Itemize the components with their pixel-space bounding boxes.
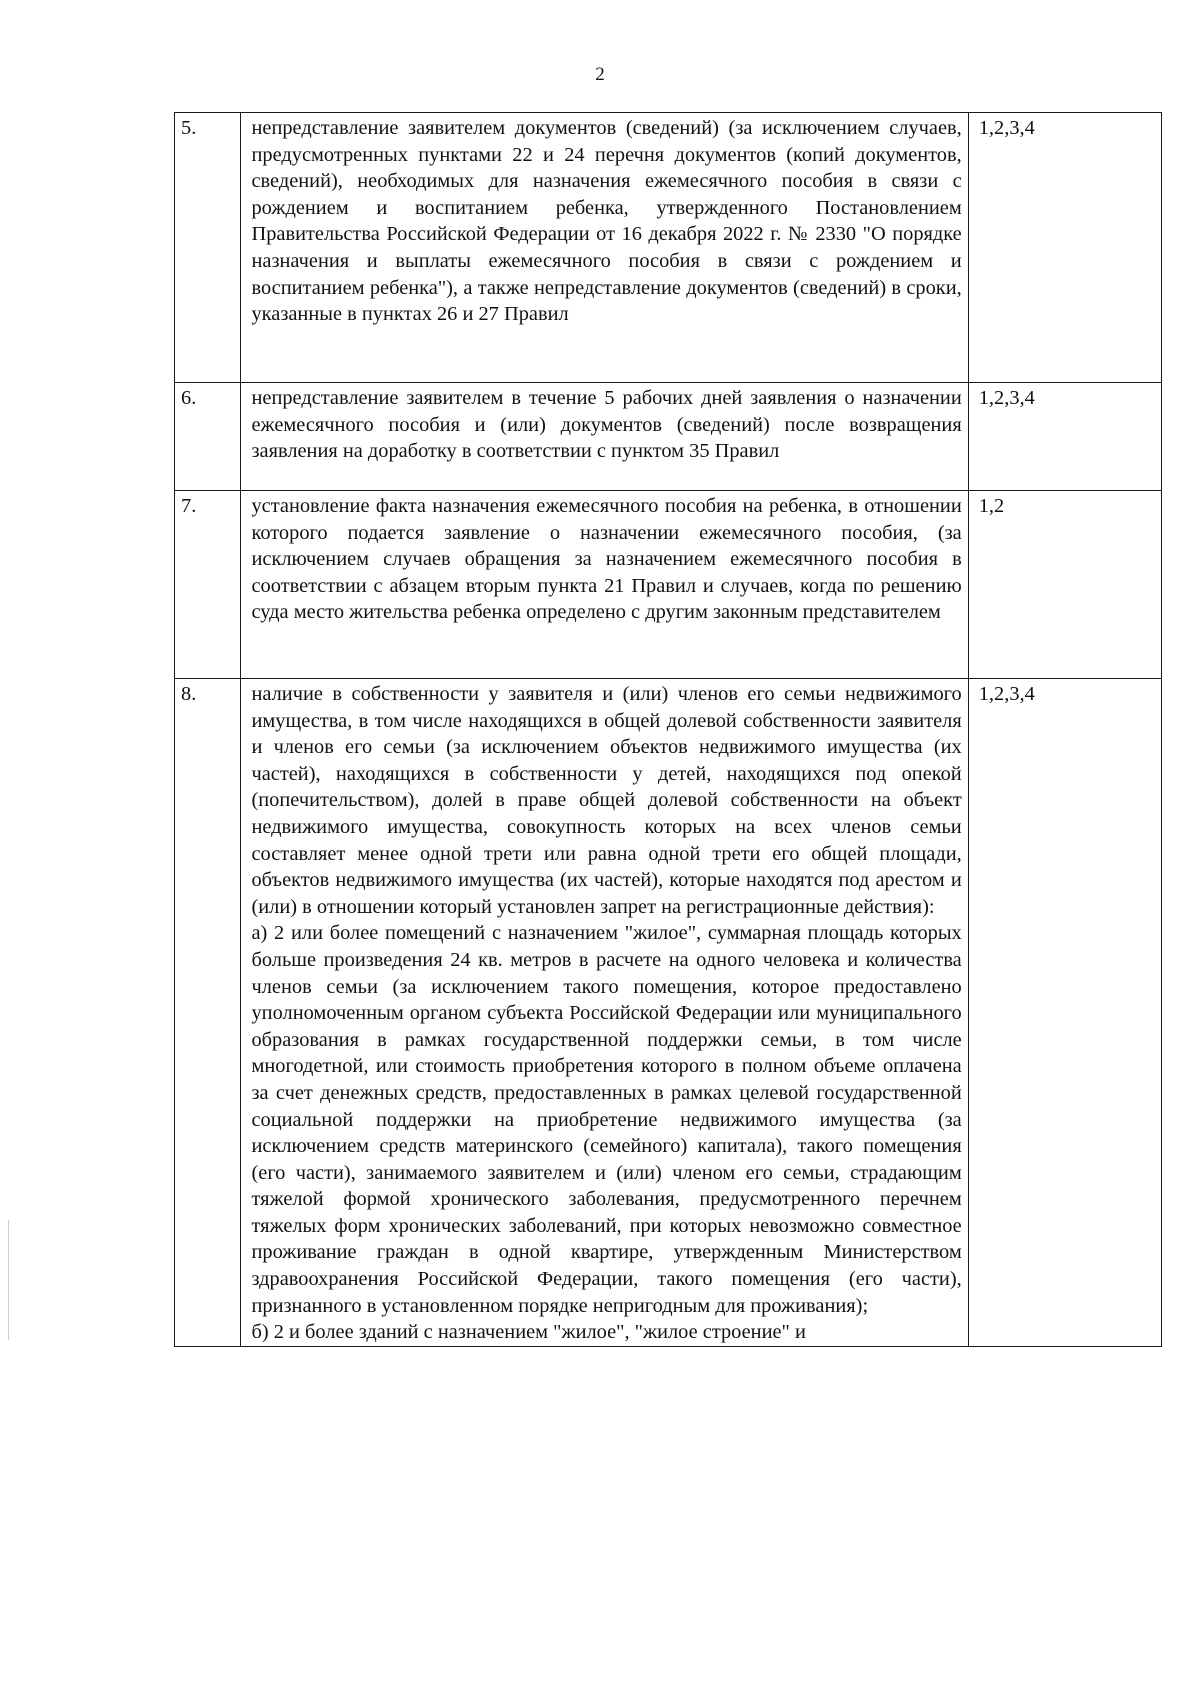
row-subitem-a: а) 2 или более помещений с назначением "жилое", суммарная площадь которых больше произведения 24 кв. метров в расчете на одного человека и количества членов семьи (за исключением такого помещения, которое предоставлено уполномоченным органом субъекта Российской Федерации или муниципального образования в рамках государственной поддержки семьи, в том числе многодетной, или стоимость приобретения которого в полном объеме оплачена за счет денежных средств, предоставленных в рамках целевой государственной социальной поддержки на приобретение недвижимого имущества (за исключением средств материнского (семейного) капитала), такого помещения (его части), занимаемого заявителем и (или) членом его семьи, страдающим тяжелой формой хронического заболевания, предусмотренного перечнем тяжелых форм хронических заболеваний, при которых невозможно совместное проживание граждан в одной квартире, утвержденным Министерством здравоохранения Российской Федерации, такого помещения (его части), признанного в установленном порядке непригодным для проживания); xyxy=(251,922,962,1317)
row-text xyxy=(241,383,968,491)
table-row xyxy=(175,491,1162,679)
row-categories: 1,2,3,4 xyxy=(968,679,1161,1347)
row-text-paragraph: установление факта назначения ежемесячного пособия на ребенка, в отношении которого подается заявление о назначении ежемесячного пособия, (за исключением случаев обращения за назначением ежемесячного пособия в соответствии с абзацем вторым пункта 21 Правил и случаев, когда по решению суда место жительства ребенка определено с другим законным представителем xyxy=(251,495,962,624)
row-text-paragraph: наличие в собственности у заявителя и (или) членов его семьи недвижимого имущества, в том числе находящихся в общей долевой собственности заявителя и членов его семьи (за исключением объектов недвижимого имущества (их частей), находящихся в собственности у детей, находящихся под опекой (попечительством), долей в праве общей долевой собственности на объект недвижимого имущества, совокупность которых на всех членов семьи составляет менее одной трети или равна одной трети его общей площади, объектов недвижимого имущества (их частей), которые находятся под арестом и (или) в отношении который установлен запрет на регистрационные действия): xyxy=(251,683,962,918)
row-text-paragraph: непредставление заявителем документов (сведений) (за исключением случаев, предусмотренных пунктами 22 и 24 перечня документов (копий документов, сведений), необходимых для назначения ежемесячного пособия в связи с рождением и воспитанием ребенка, утвержденного Постановлением Правительства Российской Федерации от 16 декабря 2022 г. № 2330 "О порядке назначения и выплаты ежемесячного пособия в связи с рождением и воспитанием ребенка"), а также непредставление документов (сведений) в сроки, указанные в пунктах 26 и 27 Правил xyxy=(251,117,962,326)
row-categories: 1,2 xyxy=(968,491,1161,679)
grounds-table xyxy=(174,112,1162,1347)
row-number: 7. xyxy=(175,491,241,679)
table-row xyxy=(175,679,1162,1347)
row-subitem-b: б) 2 и более зданий с назначением "жилое", "жилое строение" и xyxy=(251,1321,806,1344)
row-categories: 1,2,3,4 xyxy=(968,113,1161,383)
row-text xyxy=(241,679,968,1347)
row-text xyxy=(241,491,968,679)
row-number: 8. xyxy=(175,679,241,1347)
row-text xyxy=(241,113,968,383)
table-row xyxy=(175,383,1162,491)
row-categories: 1,2,3,4 xyxy=(968,383,1161,491)
row-text-paragraph: непредставление заявителем в течение 5 рабочих дней заявления о назначении ежемесячного пособия и (или) документов (сведений) после возвращения заявления на доработку в соответствии с пунктом 35 Правил xyxy=(251,387,962,463)
table-row xyxy=(175,113,1162,383)
page-number: 2 xyxy=(595,64,605,85)
row-number: 6. xyxy=(175,383,241,491)
scan-margin-mark xyxy=(8,1220,9,1340)
row-number: 5. xyxy=(175,113,241,383)
